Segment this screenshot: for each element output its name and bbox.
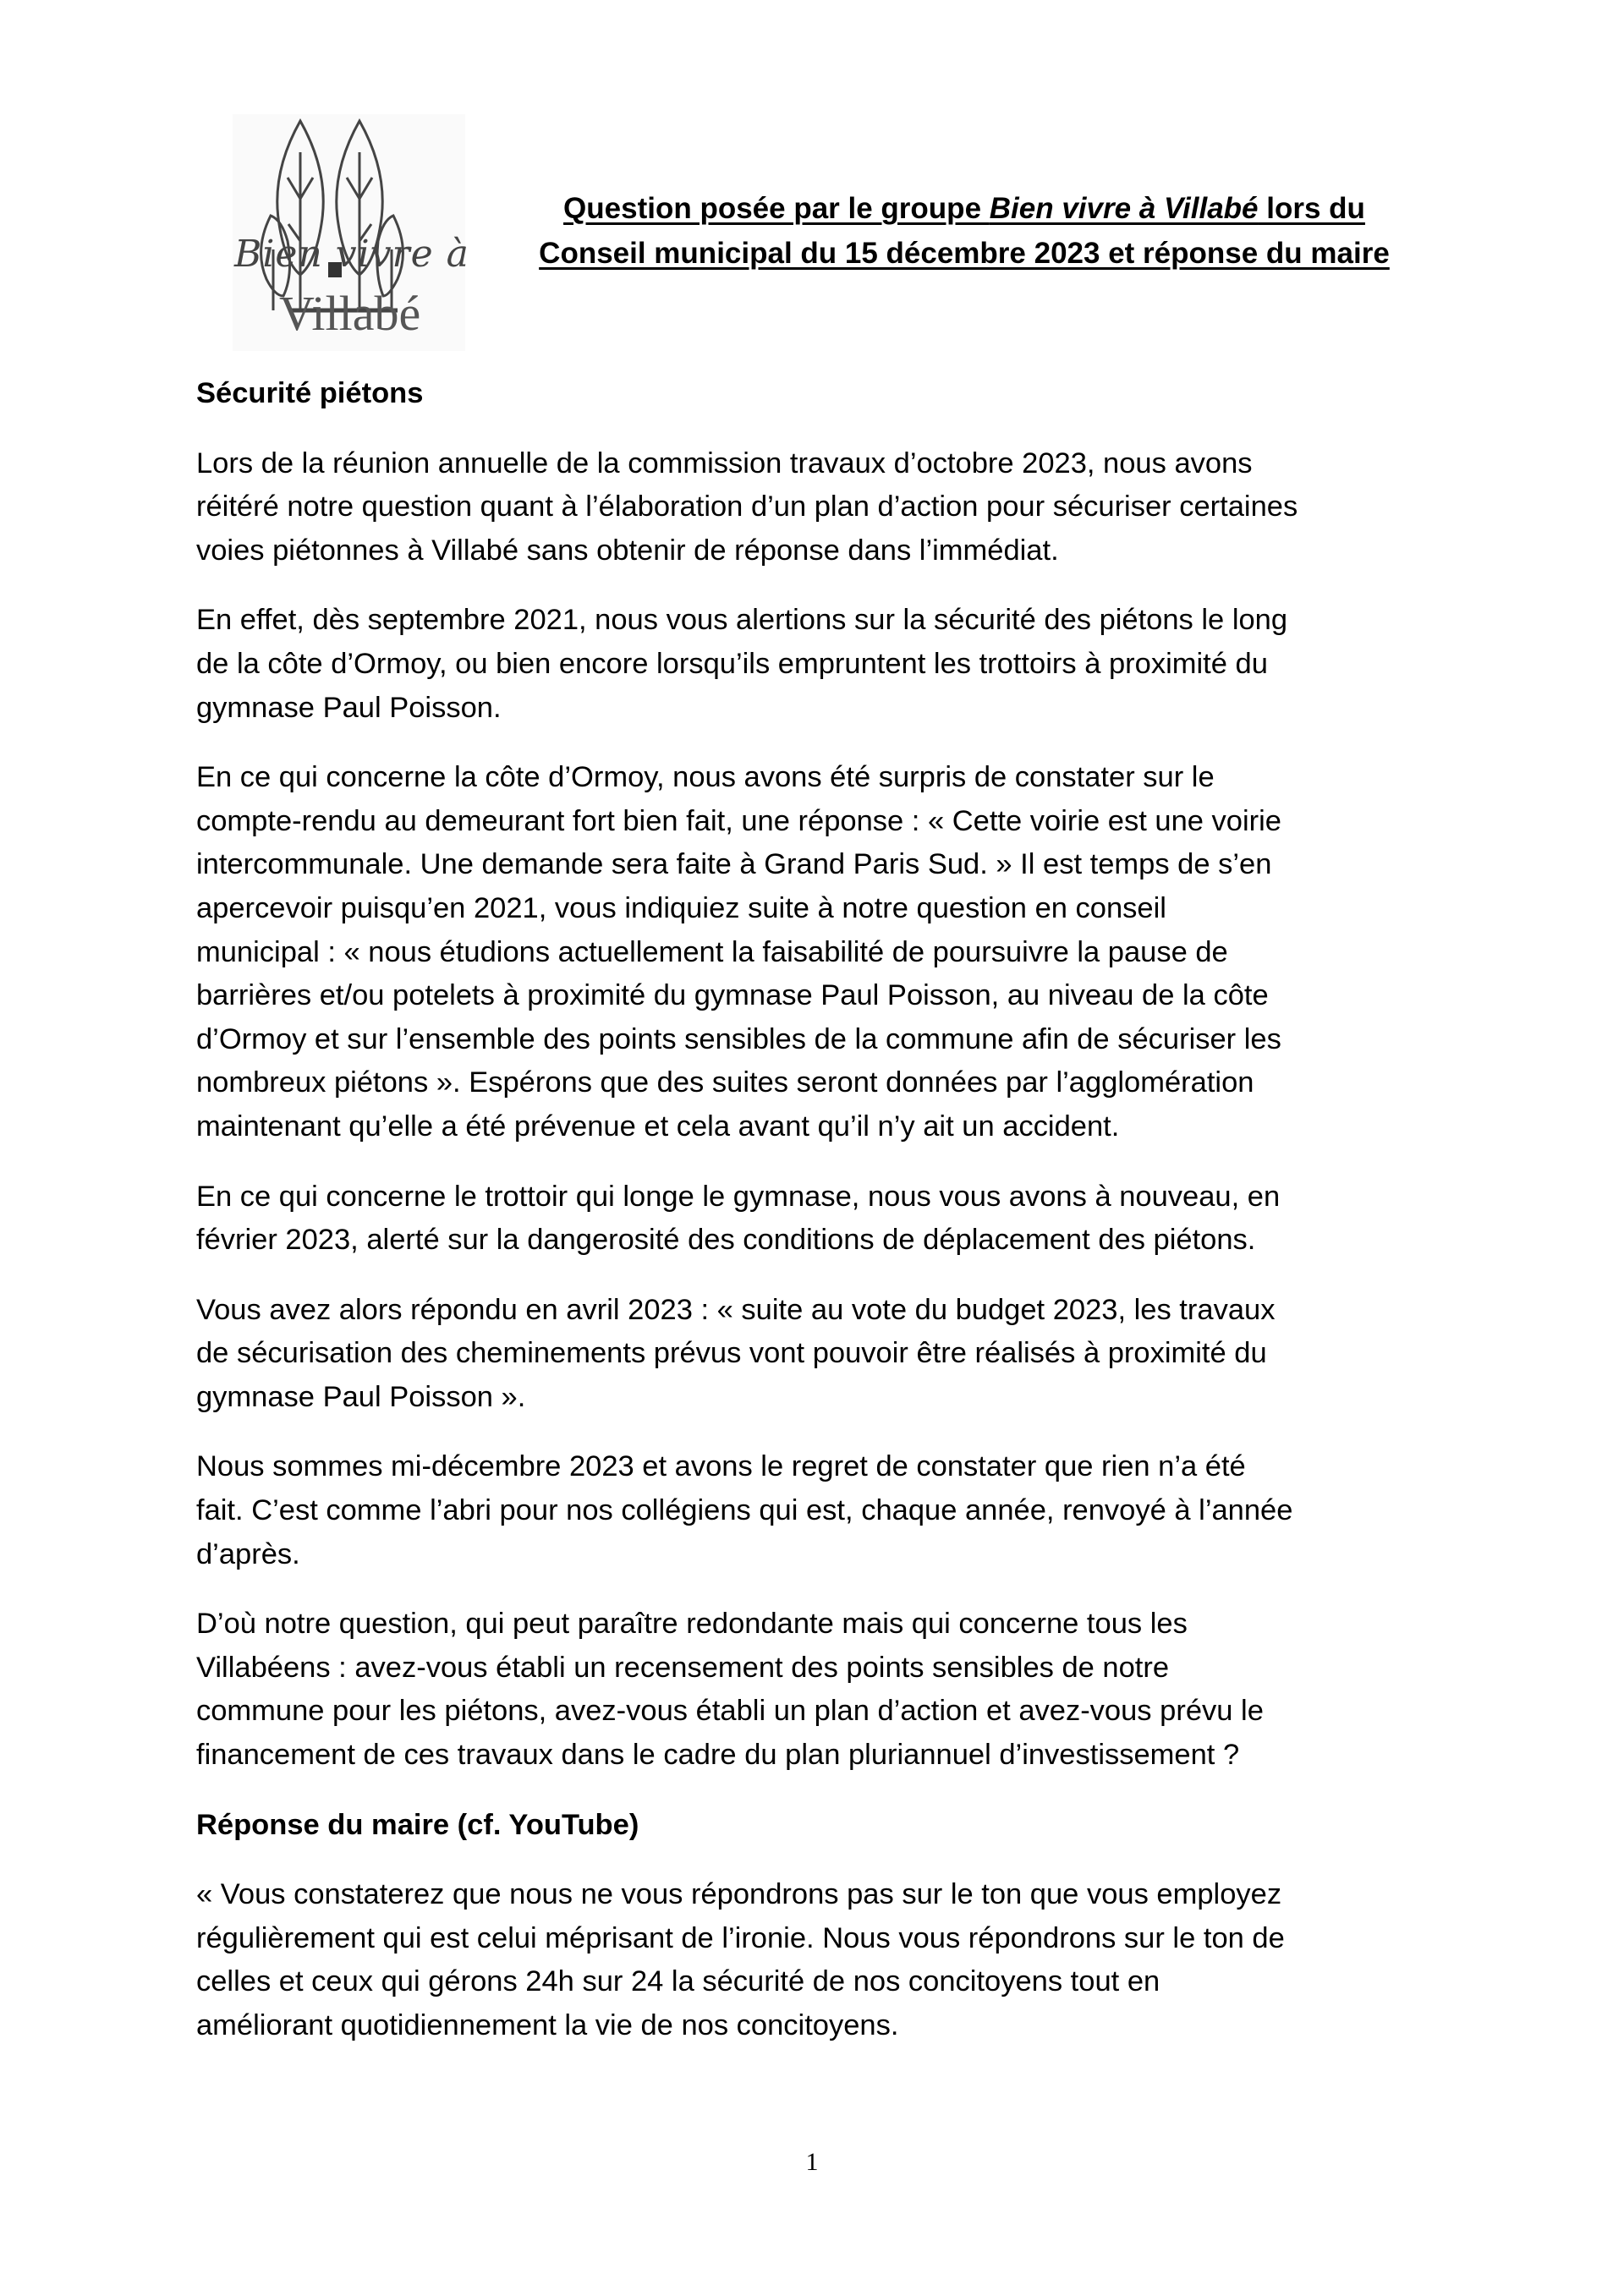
paragraph-line: D’où notre question, qui peut paraître redondante mais qui concerne tous les	[196, 1608, 1188, 1641]
logo-script-text: Bien vivre à	[234, 233, 469, 276]
paragraph	[196, 1445, 1448, 1576]
paragraph-line: voies piétonnes à Villabé sans obtenir de réponse dans l’immédiat.	[196, 534, 1059, 567]
bien-vivre-a-villabe-logo	[233, 114, 469, 351]
paragraph	[196, 1873, 1448, 2047]
paragraph-line: gymnase Paul Poisson.	[196, 691, 502, 724]
paragraph	[196, 1289, 1448, 1420]
paragraph-line: d’après.	[196, 1537, 300, 1570]
document-title	[482, 186, 1446, 276]
logo-name-text: Villabé	[279, 286, 421, 341]
paragraph-line: nombreux piétons ». Espérons que des suites seront données par l’agglomération	[196, 1066, 1254, 1099]
title-prefix: Question posée par le groupe	[563, 192, 990, 225]
title-suffix: lors du	[1258, 192, 1365, 225]
paragraph-line: celles et ceux qui gérons 24h sur 24 la sécurité de nos concitoyens tout en	[196, 1965, 1160, 1998]
paragraph-line: compte-rendu au demeurant fort bien fait, une réponse : « Cette voirie est une voirie	[196, 804, 1281, 837]
page-number: 1	[805, 2148, 819, 2176]
title-group-name: Bien vivre à Villabé	[989, 192, 1259, 225]
paragraph-line: En ce qui concerne le trottoir qui longe le gymnase, nous vous avons à nouveau, en	[196, 1180, 1281, 1213]
paragraph-line: financement de ces travaux dans le cadre du plan pluriannuel d’investissement ?	[196, 1739, 1240, 1772]
paragraph-line: « Vous constaterez que nous ne vous répondrons pas sur le ton que vous employez	[196, 1878, 1282, 1911]
paragraph-line: apercevoir puisqu’en 2021, vous indiquiez suite à notre question en conseil	[196, 891, 1166, 924]
paragraph-line: En effet, dès septembre 2021, nous vous alertions sur la sécurité des piétons le long	[196, 604, 1288, 637]
paragraph-line: gymnase Paul Poisson ».	[196, 1380, 526, 1413]
section-heading: Réponse du maire (cf. YouTube)	[196, 1808, 639, 1841]
paragraph-line: Villabéens : avez-vous établi un recensement des points sensibles de notre	[196, 1651, 1170, 1684]
paragraph-line: maintenant qu’elle a été prévenue et cela avant qu’il n’y ait un accident.	[196, 1110, 1120, 1143]
title-line-2: Conseil municipal du 15 décembre 2023 et réponse du maire	[539, 237, 1390, 270]
paragraph	[196, 756, 1448, 1148]
paragraph	[196, 1175, 1448, 1263]
paragraph-line: En ce qui concerne la côte d’Ormoy, nous avons été surpris de constater sur le	[196, 761, 1215, 794]
paragraph-line: février 2023, alerté sur la dangerosité des conditions de déplacement des piétons.	[196, 1224, 1256, 1257]
section-heading: Sécurité piétons	[196, 377, 424, 409]
paragraph	[196, 442, 1448, 573]
paragraph-line: Nous sommes mi-décembre 2023 et avons le regret de constater que rien n’a été	[196, 1450, 1246, 1483]
paragraph	[196, 599, 1448, 730]
paragraph-line: améliorant quotidiennement la vie de nos concitoyens.	[196, 2009, 899, 2041]
paragraph-line: de sécurisation des cheminements prévus vont pouvoir être réalisés à proximité du	[196, 1337, 1267, 1370]
paragraph-line: barrières et/ou potelets à proximité du gymnase Paul Poisson, au niveau de la côte	[196, 979, 1269, 1012]
paragraph-line: régulièrement qui est celui méprisant de l’ironie. Nous vous répondrons sur le ton de	[196, 1921, 1285, 1954]
paragraph-line: fait. C’est comme l’abri pour nos collégiens qui est, chaque année, renvoyé à l’année	[196, 1494, 1293, 1527]
paragraph-line: d’Ormoy et sur l’ensemble des points sensibles de la commune afin de sécuriser les	[196, 1022, 1281, 1055]
paragraph-line: Vous avez alors répondu en avril 2023 : « suite au vote du budget 2023, les travaux	[196, 1293, 1276, 1326]
paragraph-line: réitéré notre question quant à l’élaboration d’un plan d’action pour sécuriser certaines	[196, 490, 1298, 523]
paragraph-line: Lors de la réunion annuelle de la commission travaux d’octobre 2023, nous avons	[196, 447, 1253, 479]
paragraph-line: intercommunale. Une demande sera faite à Grand Paris Sud. » Il est temps de s’en	[196, 848, 1272, 881]
document-body	[196, 372, 1448, 2074]
paragraph-line: municipal : « nous étudions actuellement la faisabilité de poursuivre la pause de	[196, 935, 1228, 968]
paragraph	[196, 1603, 1448, 1777]
paragraph-line: commune pour les piétons, avez-vous établi un plan d’action et avez-vous prévu le	[196, 1695, 1264, 1728]
paragraph-line: de la côte d’Ormoy, ou bien encore lorsqu’ils empruntent les trottoirs à proximité du	[196, 647, 1268, 680]
